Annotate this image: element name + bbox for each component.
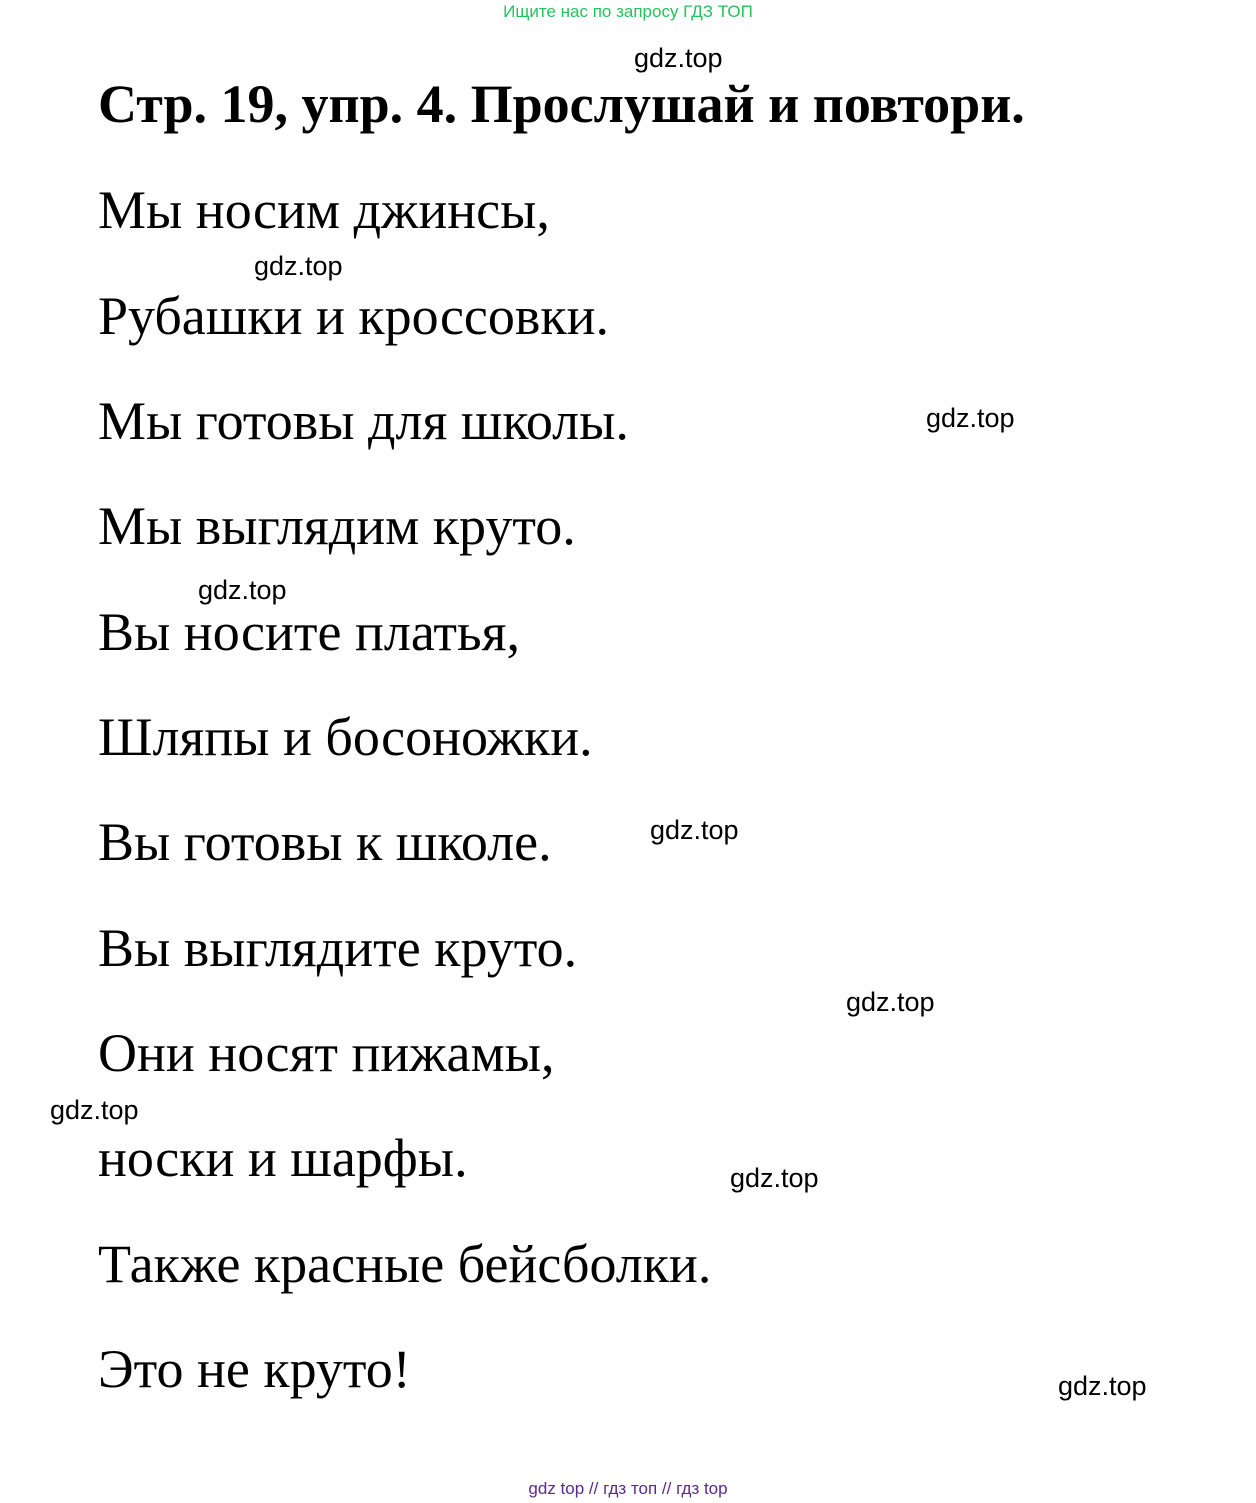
- poem-line: Также красные бейсболки.: [98, 1234, 712, 1294]
- watermark: gdz.top: [730, 1163, 819, 1193]
- poem-line: носки и шарфы.: [98, 1128, 468, 1188]
- poem-line: Это не круто!: [98, 1339, 411, 1399]
- watermark: gdz.top: [650, 815, 739, 845]
- poem-line: Мы выглядим круто.: [98, 496, 576, 556]
- footer-links[interactable]: gdz top // гдз топ // гдз top: [528, 1479, 728, 1498]
- watermark: gdz.top: [846, 987, 935, 1017]
- watermark: gdz.top: [926, 403, 1015, 433]
- watermark: gdz.top: [1058, 1371, 1147, 1401]
- watermark: gdz.top: [50, 1095, 139, 1125]
- poem-line: Мы готовы для школы.: [98, 391, 629, 451]
- poem-line: Шляпы и босоножки.: [98, 707, 593, 767]
- poem-line: Они носят пижамы,: [98, 1023, 555, 1083]
- poem-line: Мы носим джинсы,: [98, 180, 550, 240]
- poem-line: Вы носите платья,: [98, 602, 520, 662]
- poem-line: Вы выглядите круто.: [98, 918, 578, 978]
- poem-line: Вы готовы к школе.: [98, 812, 552, 872]
- watermark: gdz.top: [254, 251, 343, 281]
- page-title: Стр. 19, упр. 4. Прослушай и повтори.: [98, 74, 1025, 134]
- watermark: gdz.top: [198, 575, 287, 605]
- top-banner-link[interactable]: Ищите нас по запросу ГДЗ ТОП: [503, 2, 753, 21]
- watermark: gdz.top: [634, 43, 723, 73]
- poem-line: Рубашки и кроссовки.: [98, 286, 610, 346]
